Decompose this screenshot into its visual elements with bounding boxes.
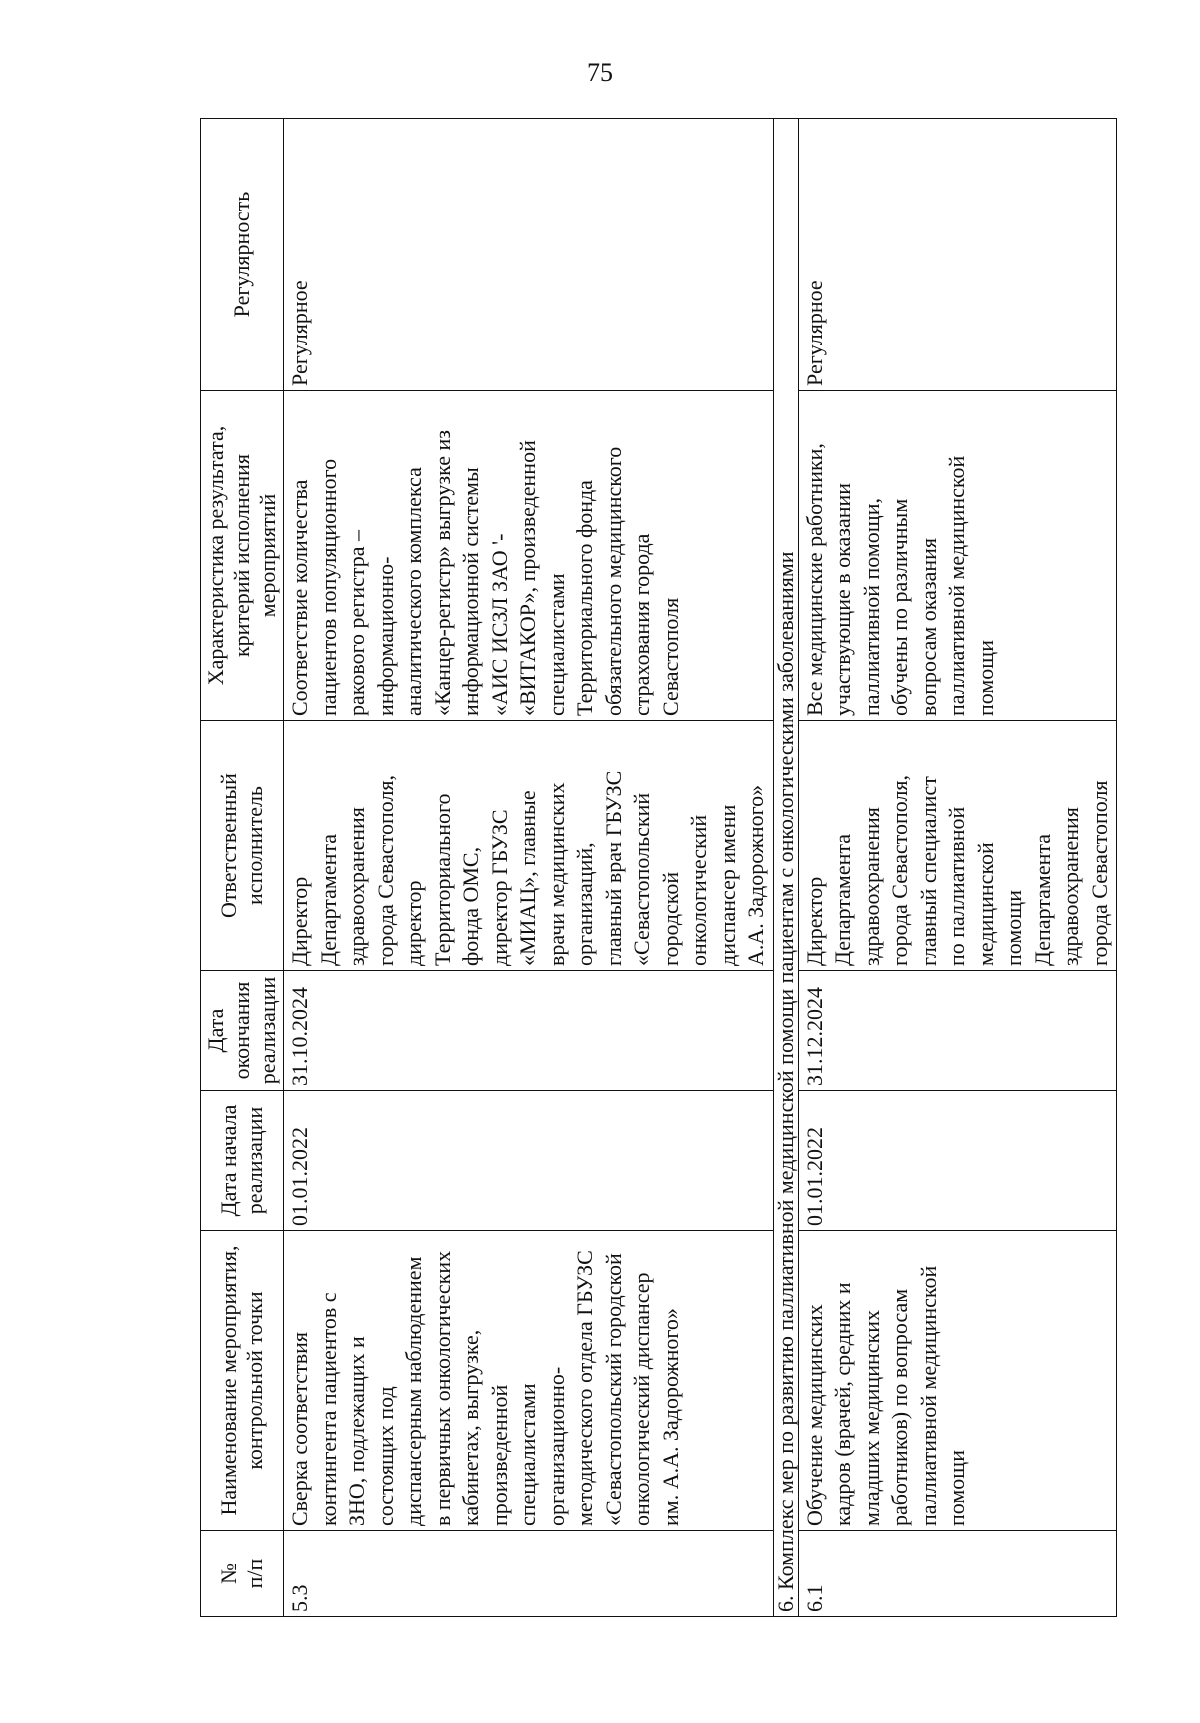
- header-end: Дата окончания реализации: [201, 971, 284, 1091]
- cell-executor: Директор Департамента здравоохранения города Севастополя, главный специалист по паллиативной медицинской помощи Департамента здравоохранения города Севастополя: [798, 721, 1117, 971]
- header-num: № п/п: [201, 1531, 284, 1617]
- cell-regularity: Регулярное: [798, 119, 1117, 391]
- table-row: [798, 119, 1117, 1617]
- cell-executor: Директор Департамента здравоохранения города Севастополя, директор Территориального фонда ОМС, директор ГБУЗС «МИАЦ», главные врачи медицинских организаций, главный врач ГБУЗС «Севастопольский городской онкологический диспансер имени А.А. Задорожного»: [284, 721, 774, 971]
- cell-regularity: Регулярное: [284, 119, 774, 391]
- header-regularity: Регулярность: [201, 119, 284, 391]
- cell-num: 5.3: [284, 1531, 774, 1617]
- cell-end: 31.10.2024: [284, 971, 774, 1091]
- header-start: Дата начала реализации: [201, 1091, 284, 1231]
- header-row: [201, 119, 284, 1617]
- header-executor: Ответственный исполнитель: [201, 721, 284, 971]
- section-title: 6. Комплекс мер по развитию паллиативной медицинской помощи пациентам с онкологическими заболеваниями: [773, 119, 798, 1617]
- section-row: [773, 119, 798, 1617]
- cell-end: 31.12.2024: [798, 971, 1117, 1091]
- table-row: [284, 119, 774, 1617]
- cell-start: 01.01.2022: [284, 1091, 774, 1231]
- header-result: Характеристика результата, критерий исполнения мероприятий: [201, 391, 284, 721]
- page-number: 75: [587, 58, 613, 87]
- plan-table: [200, 118, 1117, 1617]
- cell-result: Все медицинские работники, участвующие в оказании паллиативной помощи, обучены по различным вопросам оказания паллиативной медицинской помощи: [798, 391, 1117, 721]
- header-name: Наименование мероприятия, контрольной точки: [201, 1231, 284, 1531]
- cell-num: 6.1: [798, 1531, 1117, 1617]
- cell-name: Сверка соответствия контингента пациентов с ЗНО, подлежащих и состоящих под диспансерным наблюдением в первичных онкологических кабинетах, выгрузке, произведенной специалистами организационно- методического отдела ГБУЗС «Севастопольский городской онкологический диспансер им. А.А. Задорожного»: [284, 1231, 774, 1531]
- cell-start: 01.01.2022: [798, 1091, 1117, 1231]
- rotated-table-container: [200, 119, 1112, 1617]
- cell-name: Обучение медицинских кадров (врачей, средних и младших медицинских работников) по вопросам паллиативной медицинской помощи: [798, 1231, 1117, 1531]
- cell-result: Соответствие количества пациентов популяционного ракового регистра – информационно- аналитического комплекса «Канцер-регистр» выгрузке из информационной системы «АИС ИСЗЛ ЗАО '- «ВИТАКОР», произведенной специалистами Территориального фонда обязательного медицинского страхования города Севастополя: [284, 391, 774, 721]
